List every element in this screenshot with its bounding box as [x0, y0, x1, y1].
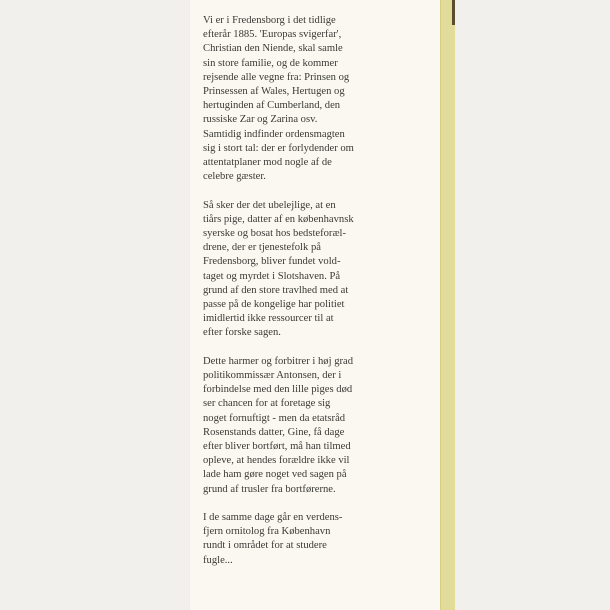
blurb-paragraph-4: I de samme dage går en verdens- fjern ornitolog fra København rundt i området for at studere fugle... [203, 512, 343, 566]
blurb-paragraph-3: Dette harmer og forbitrer i høj grad politikommissær Antonsen, der i forbindelse med den lille piges død ser chancen for at foretage sig noget fornuftigt - men da etatsråd Rosenstands datter, Gine, få dage efter bliver bortført, må han tilmed opleve, at hendes forældre ikke vil lade ham gøre noget ved sagen på grund af trusler fra bortførerne. [203, 355, 354, 495]
backdrop-left [0, 0, 190, 610]
blurb-paragraph-2: Så sker der det ubelejlige, at en tiårs pige, datter af en københavnsk syerske og bosat hos bedsteforæl- drene, der er tjenestefolk på Fredensborg, bliver fundet vold- taget og myrdet i Slotshaven. På grund af den store travlhed med at passe på de kongelige har politiet imidlertid ikke ressourcer til at efter forske sagen. [203, 199, 354, 339]
backdrop-right [455, 0, 610, 610]
blurb-paragraph-1: Vi er i Fredensborg i det tidlige efterår 1885. 'Europas svigerfar', Christian den Niende, skal samle sin store familie, og de kommer rejsende alle vegne fra: Prinsen og Prinsessen af Wales, Hertugen og hertuginden af Cumberland, den russiske Zar og Zarina osv. Samtidig indfinder ordensmagten sig i stort tal: der er forlydender om attentatplaner mod nogle af de celebre gæster. [203, 15, 354, 183]
book-spine [440, 0, 456, 610]
blurb-text [203, 14, 435, 582]
